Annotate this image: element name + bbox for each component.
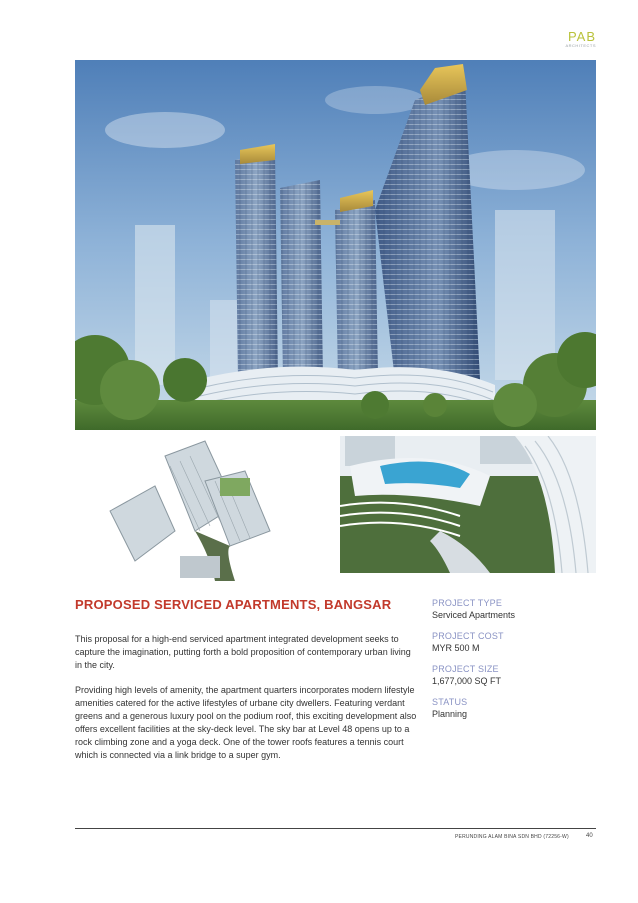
pab-logo	[565, 30, 596, 48]
fact-label: PROJECT COST	[432, 631, 504, 641]
fact-status	[432, 696, 592, 720]
footer-divider	[75, 828, 596, 829]
description-paragraph: This proposal for a high-end serviced apartment integrated development seeks to capture the imagination, putting forth a bold proposition of contemporary urban living in the city.	[75, 634, 411, 670]
project-description	[75, 633, 417, 774]
podium-pool-rendering-image	[340, 436, 596, 573]
fact-value: 1,677,000 SQ FT	[432, 676, 502, 686]
project-title: PROPOSED SERVICED APARTMENTS, BANGSAR	[75, 597, 392, 612]
fact-value: Serviced Apartments	[432, 610, 516, 620]
fact-label: PROJECT SIZE	[432, 664, 499, 674]
fact-project-cost	[432, 630, 592, 654]
project-facts	[432, 597, 592, 729]
footer-company: PERUNDING ALAM BINA SDN BHD (72256-W)	[455, 834, 569, 840]
fact-value: MYR 500 M	[432, 643, 480, 653]
hero-rendering-image	[75, 60, 596, 430]
logo-mark: PAB	[567, 29, 596, 44]
page-number: 40	[586, 833, 593, 839]
logo-subtext: ARCHITECTS	[565, 43, 596, 48]
description-paragraph: Providing high levels of amenity, the apartment quarters incorporates modern lifestyle amenities catered for the active lifestyles of urbane city dwellers. Featuring verdant greens and a generous luxury pool on the podium roof, this exciting development also offers excellent facilities at the sky-deck level. The sky bar at Level 48 opens up to a rock climbing zone and a yoga deck. One of the tower roofs features a tennis court which is connected via a link bridge to a super gym.	[75, 685, 417, 760]
fact-project-size	[432, 663, 592, 687]
aerial-tower-rendering-image	[95, 436, 295, 584]
fact-label: STATUS	[432, 697, 468, 707]
fact-label: PROJECT TYPE	[432, 598, 503, 608]
fact-project-type	[432, 597, 592, 621]
fact-value: Planning	[432, 709, 468, 719]
